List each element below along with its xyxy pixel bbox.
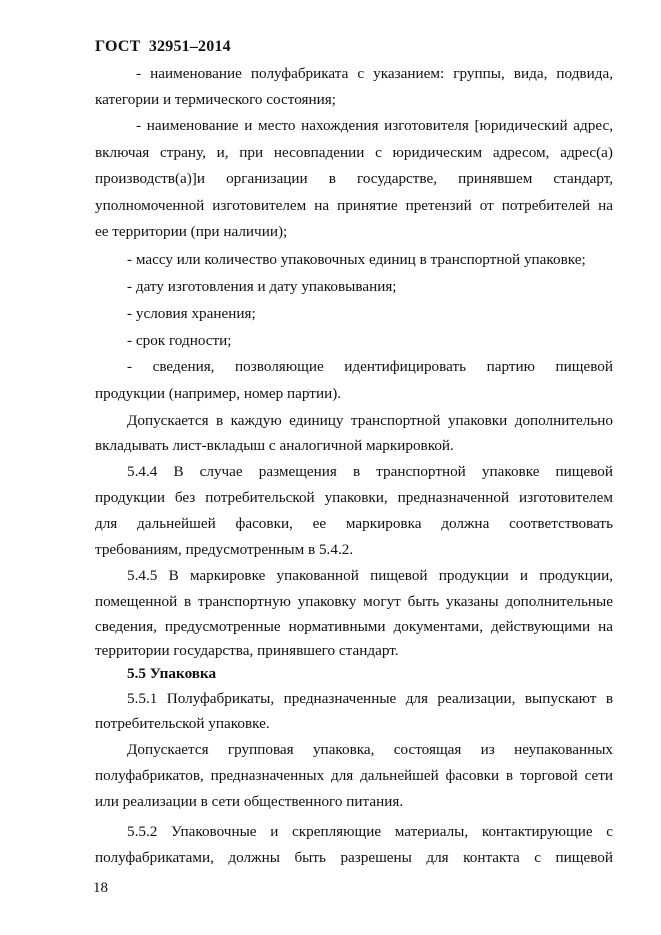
text-line: производств(а)]и организации в государстве, принявшем стандарт,	[95, 170, 613, 187]
page-number: 18	[93, 880, 108, 896]
text-line: Допускается групповая упаковка, состоящая из неупакованных	[127, 741, 613, 758]
text-line: Допускается в каждую единицу транспортной упаковки дополнительно	[127, 412, 613, 429]
text-line: 5.4.4 В случае размещения в транспортной упаковке пищевой	[127, 463, 613, 480]
text-line: полуфабрикатами, должны быть разрешены для контакта с пищевой	[95, 849, 613, 866]
document-header: ГОСТ 32951–2014	[95, 38, 231, 55]
text-line: - наименование и место нахождения изготовителя [юридический адрес,	[136, 117, 613, 134]
text-line: или реализации в сети общественного питания.	[95, 793, 404, 810]
text-line: продукции (например, номер партии).	[95, 385, 342, 402]
text-line: ее территории (при наличии);	[95, 223, 288, 240]
text-line: вкладывать лист-вкладыш с аналогичной маркировкой.	[95, 437, 454, 454]
text-line: продукции без потребительской упаковки, предназначенной изготовителем	[95, 489, 613, 506]
text-line: включая страну, и, при несовпадении с юридическим адресом, адрес(а)	[95, 144, 613, 161]
list-item: - массу или количество упаковочных единиц в транспортной упаковке;	[127, 251, 586, 268]
text-line: 5.5.2 Упаковочные и скрепляющие материалы, контактирующие с	[127, 823, 613, 840]
section-heading: 5.5 Упаковка	[127, 665, 217, 682]
text-line: категории и термического состояния;	[95, 91, 336, 108]
list-item: - дату изготовления и дату упаковывания;	[127, 278, 397, 295]
text-line: - наименование полуфабриката с указанием: группы, вида, подвида,	[136, 65, 613, 82]
list-item: - срок годности;	[127, 332, 232, 349]
text-line: требованиям, предусмотренным в 5.4.2.	[95, 541, 354, 558]
text-line: полуфабрикатов, предназначенных для дальнейшей фасовки в торговой сети	[95, 767, 613, 784]
text-line: территории государства, принявшего стандарт.	[95, 642, 399, 659]
text-line: 5.4.5 В маркировке упакованной пищевой продукции и продукции,	[127, 567, 613, 584]
list-item: - сведения, позволяющие идентифицировать партию пищевой	[127, 358, 613, 375]
text-line: потребительской упаковке.	[95, 715, 270, 732]
text-line: сведения, предусмотренные нормативными документами, действующими на	[95, 618, 613, 635]
text-line: уполномоченной изготовителем на принятие претензий от потребителей на	[95, 197, 613, 214]
text-line: для дальнейшей фасовки, ее маркировка должна соответствовать	[95, 515, 613, 532]
list-item: - условия хранения;	[127, 305, 256, 322]
text-line: помещенной в транспортную упаковку могут быть указаны дополнительные	[95, 593, 613, 610]
text-line: 5.5.1 Полуфабрикаты, предназначенные для реализации, выпускают в	[127, 690, 613, 707]
